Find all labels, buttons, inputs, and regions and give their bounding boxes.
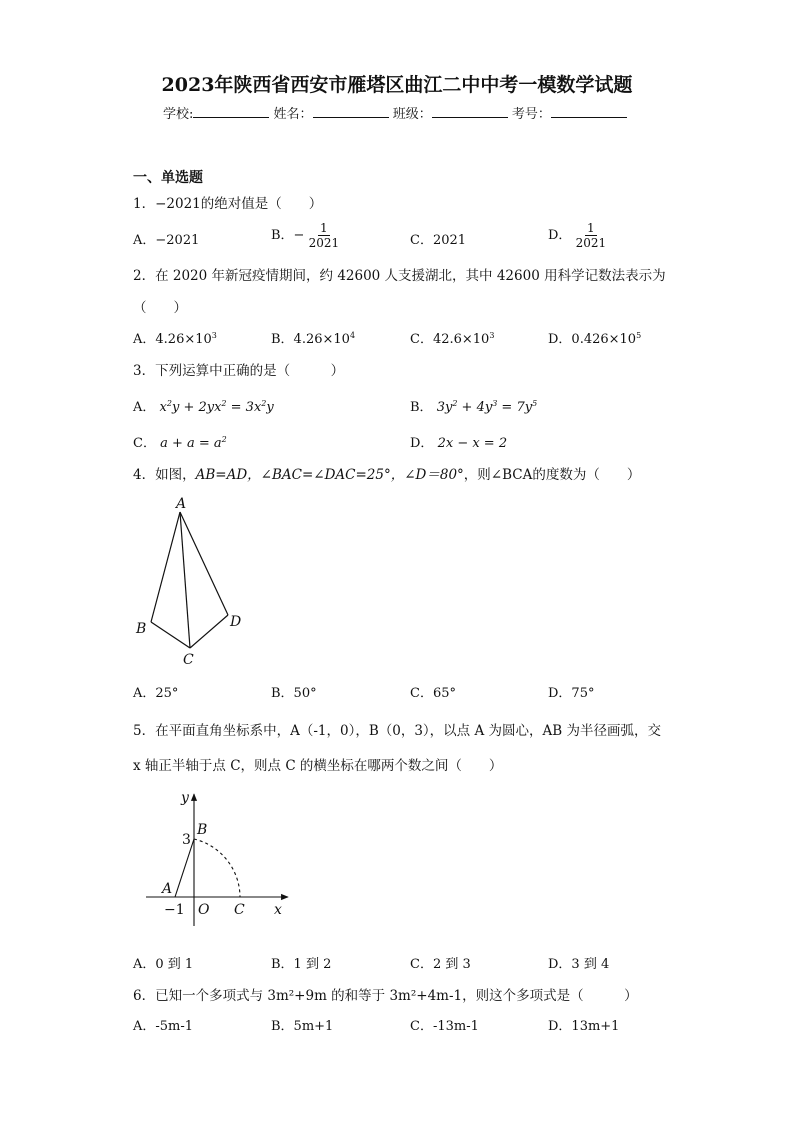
q6-option-a[interactable]: A．-5m-1 <box>133 1019 194 1034</box>
q4-stem <box>133 463 640 483</box>
number-label: 考号： <box>511 107 551 122</box>
q4-stem-suffix: ，则∠BCA的度数为（ ） <box>463 467 641 483</box>
q2-stem-line1: 2．在 2020 年新冠疫情期间，约 42600 人支援湖北，其中 42600 用科学记数法表示为 <box>133 268 666 284</box>
q3-d-label: D． <box>410 436 434 451</box>
q4-option-a[interactable]: A．25° <box>133 686 179 701</box>
page-title: 2023年陕西省西安市雁塔区曲江二中中考一模数学试题 <box>161 74 633 96</box>
q2-b-exp: 4 <box>349 331 356 340</box>
q3-b-label: B． <box>410 400 433 415</box>
label-x: x <box>274 902 282 918</box>
name-blank[interactable] <box>313 105 389 118</box>
q3-option-d[interactable] <box>410 432 507 451</box>
q1-option-d-fraction <box>576 221 607 250</box>
q3-b-formula: $3y^2 + 4y^3 = 7y^5$ <box>436 399 538 415</box>
q3-c-label: C． <box>133 436 156 451</box>
label-B: B <box>197 822 208 838</box>
number-blank[interactable] <box>551 105 627 118</box>
q2-c-base: C．42.6×10 <box>410 332 490 347</box>
label-neg1: −1 <box>164 902 185 918</box>
q2-option-b[interactable] <box>271 328 355 347</box>
q4-stem-prefix: 4．如图， <box>133 467 196 483</box>
q1-option-d[interactable] <box>548 221 606 250</box>
q2-option-d[interactable] <box>548 328 641 347</box>
q6-option-b[interactable]: B．5m+1 <box>271 1019 334 1034</box>
q1-stem: 1．−2021的绝对值是（ ） <box>133 196 323 212</box>
q4-figure <box>130 490 260 670</box>
q5-option-d[interactable]: D．3 到 4 <box>548 957 610 972</box>
q3-option-b[interactable] <box>410 396 537 415</box>
q5-figure <box>140 786 300 936</box>
q5-option-b[interactable]: B．1 到 2 <box>271 957 332 972</box>
label-y: y <box>181 790 189 806</box>
segment-AD <box>180 512 228 615</box>
q2-b-base: B．4.26×10 <box>271 332 350 347</box>
q3-stem: 3．下列运算中正确的是（ ） <box>133 363 345 379</box>
q6-stem: 6．已知一个多项式与 3m²+9m 的和等于 3m²+4m-1，则这个多项式是（ ） <box>133 988 638 1004</box>
q2-a-base: A．4.26×10 <box>133 332 212 347</box>
q5-stem-line1: 5．在平面直角坐标系中，A（-1，0），B（0，3），以点 A 为圆心，AB 为半径画弧，交 <box>133 723 661 739</box>
q2-a-exp: 3 <box>211 331 217 340</box>
q1-option-b-fraction <box>309 221 340 250</box>
fraction-denominator: 2021 <box>575 236 607 250</box>
q1-option-b-prefix: B．− <box>271 228 305 243</box>
q4-stem-condition: AB=AD，∠BAC=∠DAC=25°，∠D＝80° <box>195 467 464 483</box>
name-label: 姓名： <box>273 107 313 122</box>
label-3: 3 <box>182 832 191 848</box>
q4-option-c[interactable]: C．65° <box>410 686 456 701</box>
segment-BC <box>151 622 190 648</box>
label-A: A <box>176 496 187 512</box>
q1-option-a[interactable]: A．−2021 <box>133 233 200 248</box>
dashed-arc <box>194 839 240 897</box>
label-C: C <box>183 652 194 668</box>
school-blank[interactable] <box>193 105 269 118</box>
label-O: O <box>198 902 210 918</box>
q1-option-b[interactable] <box>271 221 339 250</box>
school-label: 学校: <box>163 107 194 122</box>
student-info-line <box>163 103 627 122</box>
q3-c-formula: $a + a = a^2$ <box>160 435 227 451</box>
q2-option-a[interactable] <box>133 328 217 347</box>
segment-AB <box>151 512 180 622</box>
q6-option-d[interactable]: D．13m+1 <box>548 1019 620 1034</box>
q3-a-formula: $x^2y + 2yx^2 = 3x^2y$ <box>159 399 274 415</box>
q4-option-b[interactable]: B．50° <box>271 686 317 701</box>
q1-option-c[interactable]: C．2021 <box>410 233 467 248</box>
q2-d-exp: 5 <box>636 331 642 340</box>
q4-option-d[interactable]: D．75° <box>548 686 595 701</box>
q1-option-d-prefix: D． <box>548 228 572 243</box>
q3-option-a[interactable] <box>133 396 274 415</box>
fraction-numerator: 1 <box>320 221 328 235</box>
label-D: D <box>230 614 242 630</box>
class-label: 班级： <box>392 107 432 122</box>
label-A: A <box>162 881 173 897</box>
label-B: B <box>136 621 147 637</box>
q3-a-label: A． <box>133 400 156 415</box>
q5-option-c[interactable]: C．2 到 3 <box>410 957 471 972</box>
q2-option-c[interactable] <box>410 328 494 347</box>
section-heading: 一、单选题 <box>133 170 203 186</box>
fraction-numerator: 1 <box>587 221 595 235</box>
segment-AC <box>180 512 190 648</box>
q3-option-c[interactable] <box>133 432 227 451</box>
q2-d-base: D．0.426×10 <box>548 332 637 347</box>
q2-stem-line2: （ ） <box>133 300 187 316</box>
label-C: C <box>234 902 245 918</box>
q2-c-exp: 3 <box>489 331 495 340</box>
fraction-denominator: 2021 <box>308 236 340 250</box>
segment-CD <box>190 615 228 648</box>
q6-option-c[interactable]: C．-13m-1 <box>410 1019 479 1034</box>
class-blank[interactable] <box>432 105 508 118</box>
q5-option-a[interactable]: A．0 到 1 <box>133 957 194 972</box>
q5-stem-line2: x 轴正半轴于点 C，则点 C 的横坐标在哪两个数之间（ ） <box>133 758 503 774</box>
q3-d-formula: 2x − x = 2 <box>437 436 508 451</box>
